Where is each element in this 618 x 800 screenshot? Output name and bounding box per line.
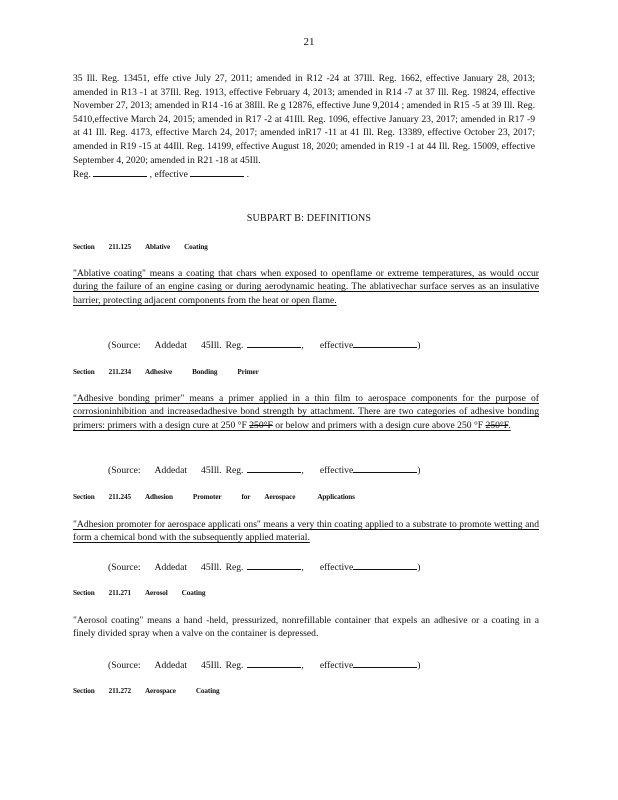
section-title-word: Coating [195,687,220,695]
source-reg: Reg. [225,562,244,573]
section-heading-211-272 [73,687,244,695]
blank-field [93,167,147,177]
source-close: ) [417,465,421,476]
source-comma: , [301,562,304,573]
section-word: Section [73,589,95,597]
section-word: Section [73,687,95,695]
section-word: Section [73,493,95,501]
blank-field [247,338,301,348]
history-last-suffix: . [246,169,250,181]
history-last-prefix: Reg. [73,169,91,181]
blank-field [353,338,417,348]
section-title-word: Aerospace [144,687,176,695]
section-title-word: Aerosol [144,589,168,597]
source-effective: effective [319,562,354,573]
blank-field [190,167,244,177]
source-line [108,338,434,351]
struck-text: 250°F [485,419,509,431]
source-effective: effective [319,660,354,671]
source-added: Addedat [154,465,188,476]
definition-adhesive-bonding-primer [73,392,539,432]
source-comma: , [301,660,304,671]
section-title-word: Coating [184,243,208,251]
struck-text: 250°F [249,419,273,431]
section-title-word: Ablative [144,243,171,251]
history-text: 35 Ill. Reg. 13451, effe ctive July 27, 2011; amended in R12 -24 at 37Ill. Reg. 1662, effective January 28, 2013; amended in R13 -1 at 37Ill. Reg. 1913, effective February 4, 2013; amended in R14 -7 at 37 Ill. Reg. 19824, effective November 27, 2013; amended in R14 -16 at 38Ill. Re g 12876, effective June 9,2014 ; amended in R15 -5 at 39 Ill. Reg. 5410,effective March 24, 2015; amended in R17 -2 at 41Ill. Reg. 1096, effective January 23, 2017; amended in R17 -9 at 41 Ill. Reg. 4173, effective March 24, 2017; amended inR17 -11 at 41 Ill. Reg. 13389, effective October 23, 2017; amended in R19 -15 at 44Ill. Reg. 14199, effective August 18, 2020; amended in R19 -1 at 44 Ill. Reg. 15009, effective September 4, 2020; amended in R21 -18 at 45Ill. [73,73,535,166]
definition-text: . [508,419,511,431]
section-title-word: Aerospace [264,493,296,501]
section-title-word: Adhesion [144,493,173,501]
section-heading-211-125 [73,243,230,251]
source-volume: 45Ill. [201,660,222,671]
section-title-word: Bonding [192,368,218,376]
definition-aerosol-coating: "Aerosol coating" means a hand -held, pressurized, nonrefillable container that expels an adhesive or a coating in a finely divided spray when a valve on the container is depressed. [73,615,539,640]
source-reg: Reg. [225,660,244,671]
section-number: 211.245 [108,493,131,501]
history-last-middle: , effective [149,169,188,181]
section-title-word: Promoter [192,493,222,501]
source-line [108,463,434,476]
source-reg: Reg. [225,340,244,351]
blank-field [247,560,301,570]
section-title-word: Applications [317,493,355,501]
blank-field [247,658,301,668]
definition-text: or below and primers with a design cure above 250 °F [272,419,486,431]
source-volume: 45Ill. [201,340,222,351]
source-label: (Source: [108,465,141,476]
section-number: 211.234 [108,368,131,376]
source-close: ) [417,340,421,351]
source-label: (Source: [108,562,141,573]
definition-text: "Adhesive bonding primer" means a primer applied in a thin film to aerospace components for the purpose of corrosioninhibition and increasedadhesive bond strength by attachment. There are two categories of adhesive bonding primers: primers with a design cure at 250 °F [73,393,539,431]
subpart-title: SUBPART B: DEFINITIONS [246,213,372,224]
section-title-word: Primer [237,368,259,376]
source-comma: , [301,340,304,351]
source-added: Addedat [154,562,188,573]
source-close: ) [417,562,421,573]
section-heading-211-234 [73,368,285,376]
source-effective: effective [319,340,354,351]
definition-adhesion-promoter: "Adhesion promoter for aerospace applicati ons" means a very thin coating applied to a substrate to promote wetting and form a chemical bond with the subsequently applied material. [73,519,539,544]
source-label: (Source: [108,660,141,671]
blank-field [247,463,301,473]
blank-field [353,463,417,473]
source-volume: 45Ill. [201,465,222,476]
blank-field [353,658,417,668]
source-close: ) [417,660,421,671]
page-number: 21 [303,36,315,48]
source-reg: Reg. [225,465,244,476]
section-title-word: Coating [181,589,206,597]
source-label: (Source: [108,340,141,351]
source-comma: , [301,465,304,476]
source-line [108,658,434,671]
source-volume: 45Ill. [201,562,222,573]
source-effective: effective [319,465,354,476]
section-title-word: for [241,493,251,501]
section-title-word: Adhesive [144,368,173,376]
section-number: 211.125 [108,243,131,251]
section-word: Section [73,243,95,251]
amendment-history [73,72,535,182]
blank-field [353,560,417,570]
section-number: 211.271 [108,589,131,597]
source-line [108,560,434,573]
section-number: 211.272 [108,687,131,695]
section-heading-211-245 [73,493,385,501]
source-added: Addedat [154,340,188,351]
definition-ablative-coating: "Ablative coating" means a coating that chars when exposed to openflame or extreme temperatures, as would occur during the failure of an engine casing or during aerodynamic heating. The ablativechar surface serves as an insulative barrier, protecting adjacent components from the heat or open flame. [73,268,539,306]
section-word: Section [73,368,95,376]
source-added: Addedat [154,660,188,671]
section-heading-211-271 [73,589,221,597]
